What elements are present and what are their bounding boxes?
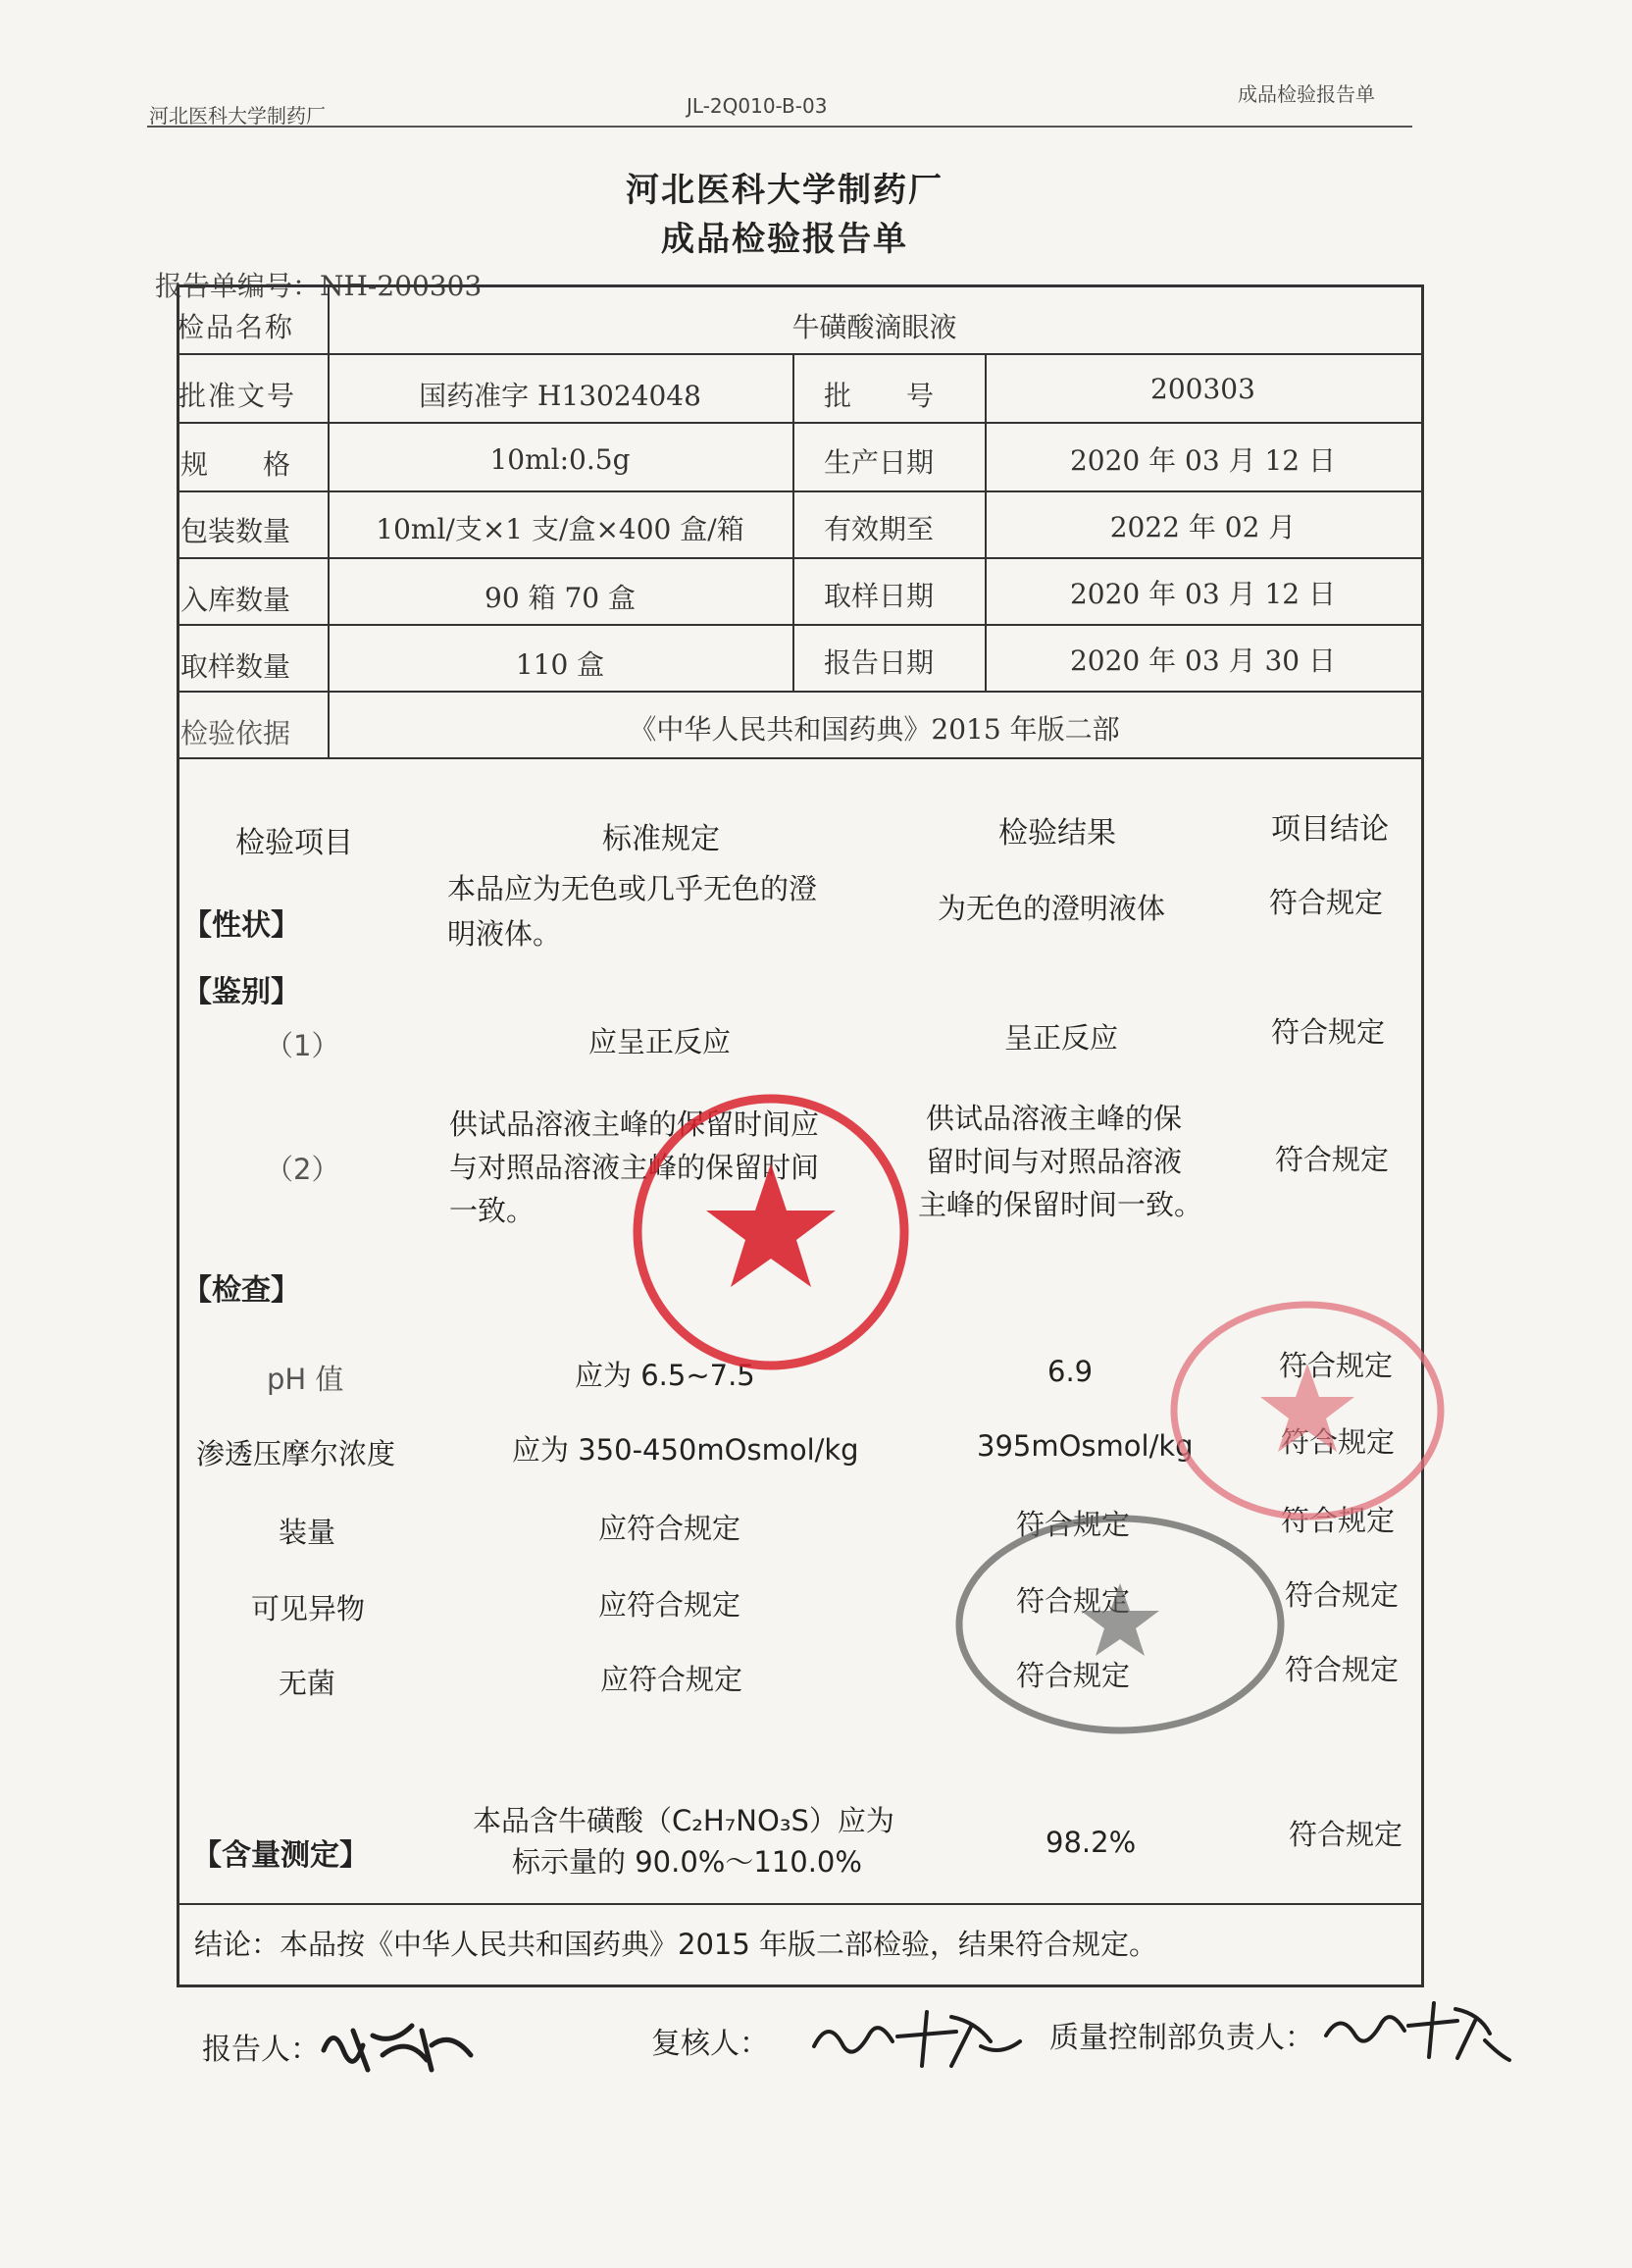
osmo-conclusion: 符合规定 [1281,1425,1396,1459]
final-conclusion: 结论：本品按《中华人民共和国药典》2015 年版二部检验，结果符合规定。 [194,1928,1158,1961]
visible-item: 可见异物 [251,1592,366,1625]
sterile-std: 应符合规定 [600,1663,743,1696]
qc-label: 质量控制部负责人： [1049,2021,1314,2055]
sterile-result: 符合规定 [1016,1659,1131,1692]
reviewer-label: 复核人： [651,2027,769,2061]
ph-conclusion: 符合规定 [1279,1349,1394,1382]
grid-line [177,1903,1421,1905]
pink-quality-stamp [1165,1293,1450,1528]
header-rule [147,126,1412,128]
ident1-result: 呈正反应 [1004,1021,1119,1055]
appearance-std-line1: 本品应为无色或几乎无色的澄 [447,872,818,905]
osmo-result: 395mOsmol/kg [977,1429,1194,1463]
col-item: 检验项目 [235,826,353,860]
assay-conclusion: 符合规定 [1289,1818,1403,1851]
ident2-std-line3: 一致。 [449,1194,536,1227]
visible-std: 应符合规定 [598,1588,741,1622]
value-sample-qty: 110 盒 [515,648,605,681]
appearance-result: 为无色的澄明液体 [938,892,1166,925]
ident1-std: 应呈正反应 [588,1025,732,1058]
section-inspection: 【检查】 [182,1273,300,1308]
fill-result: 符合规定 [1016,1508,1131,1541]
grid-line [177,422,1421,424]
label-mfg-date: 生产日期 [824,446,935,479]
col-standard: 标准规定 [602,822,720,856]
label-stock: 入库数量 [180,584,291,616]
reporter-label: 报告人： [202,2033,320,2067]
qc-signature [1318,1991,1514,2070]
fill-item: 装量 [279,1516,336,1549]
ident2-result-line3: 主峰的保留时间一致。 [918,1188,1203,1221]
ident2-std-line1: 供试品溶液主峰的保留时间应 [449,1108,820,1141]
appearance-std-line2: 明液体。 [447,917,562,951]
label-sample-qty: 取样数量 [180,650,291,683]
value-batch: 200303 [1150,373,1255,405]
assay-std-line2: 标示量的 90.0%～110.0% [512,1845,862,1879]
grid-line [177,691,1421,693]
ident2-result-line2: 留时间与对照品溶液 [926,1145,1183,1178]
header-doc-type: 成品检验报告单 [1238,82,1375,106]
osmo-std: 应为 350-450mOsmol/kg [512,1433,859,1467]
section-identification: 【鉴别】 [182,975,300,1009]
label-approval: 批准文号 [178,380,297,412]
ident2-item: （2） [265,1153,340,1186]
ident2-std-line2: 与对照品溶液主峰的保留时间 [449,1151,820,1184]
label-batch: 批 号 [824,380,935,412]
label-report-date: 报告日期 [824,646,935,679]
value-basis: 《中华人民共和国药典》2015 年版二部 [629,713,1120,746]
value-product: 牛磺酸滴眼液 [791,311,957,343]
label-sample-date: 取样日期 [824,580,935,612]
gray-inspection-stamp [951,1507,1289,1742]
grid-line [792,353,794,691]
grid-line [177,353,1421,355]
value-approval: 国药准字 H13024048 [419,380,701,412]
grid-line [177,624,1421,626]
value-expiry: 2022 年 02 月 [1109,511,1297,543]
fill-conclusion: 符合规定 [1281,1504,1396,1537]
section-assay: 【含量测定】 [192,1838,369,1873]
title-company: 河北医科大学制药厂 [626,171,944,210]
ph-std: 应为 6.5~7.5 [575,1359,755,1392]
ident1-item: （1） [265,1029,340,1062]
ph-item: pH 值 [267,1363,344,1396]
header-doc-code: JL-2Q010-B-03 [687,94,828,118]
label-pack: 包装数量 [180,515,291,547]
col-conclusion: 项目结论 [1271,812,1389,847]
label-product: 检品名称 [177,311,295,343]
red-company-stamp [626,1087,916,1377]
grid-line [177,490,1421,492]
header-company: 河北医科大学制药厂 [149,104,326,128]
label-basis: 检验依据 [180,717,291,749]
label-spec: 规 格 [180,448,291,481]
ident2-conclusion: 符合规定 [1275,1143,1390,1176]
value-sample-date: 2020 年 03 月 12 日 [1069,578,1337,610]
visible-result: 符合规定 [1016,1584,1131,1618]
grid-line [177,557,1421,559]
ident2-result-line1: 供试品溶液主峰的保 [926,1102,1183,1135]
ident1-conclusion: 符合规定 [1271,1015,1386,1049]
sterile-conclusion: 符合规定 [1285,1653,1400,1686]
reporter-signature [314,2011,490,2080]
value-stock: 90 箱 70 盒 [484,582,636,614]
grid-line [177,757,1421,759]
assay-std-line1: 本品含牛磺酸（C₂H₇NO₃S）应为 [473,1804,894,1837]
fill-std: 应符合规定 [598,1512,741,1545]
value-spec: 10ml:0.5g [489,443,631,476]
appearance-conclusion: 符合规定 [1269,886,1384,919]
ph-result: 6.9 [1047,1355,1094,1388]
value-mfg-date: 2020 年 03 月 12 日 [1069,444,1337,477]
osmo-item: 渗透压摩尔浓度 [196,1437,396,1470]
reviewer-signature [804,1997,1030,2076]
visible-conclusion: 符合规定 [1285,1578,1400,1612]
sterile-item: 无菌 [279,1667,336,1700]
value-report-date: 2020 年 03 月 30 日 [1069,644,1337,677]
col-result: 检验结果 [998,816,1116,850]
value-pack: 10ml/支×1 支/盒×400 盒/箱 [376,513,744,545]
title-doc: 成品检验报告单 [661,220,908,259]
section-appearance: 【性状】 [182,908,300,943]
report-number: 报告单编号：NH-200303 [155,270,483,302]
assay-result: 98.2% [1046,1826,1137,1859]
label-expiry: 有效期至 [824,513,935,545]
